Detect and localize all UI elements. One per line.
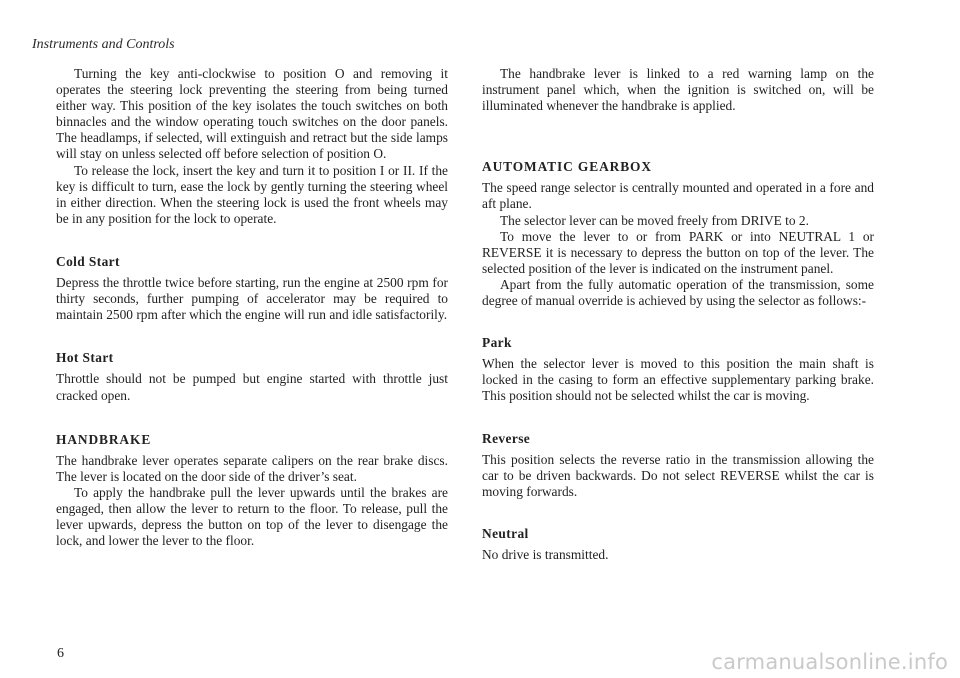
gearbox-paragraph-2: The selector lever can be moved freely from DRIVE to 2. <box>500 212 809 228</box>
park-heading: Park <box>482 335 512 351</box>
hot-start-heading: Hot Start <box>56 350 114 366</box>
left-column <box>56 66 448 549</box>
page-number: 6 <box>57 646 64 661</box>
cold-start-heading: Cold Start <box>56 253 120 269</box>
handbrake-paragraph-1: The handbrake lever operates separate calipers on the rear brake discs. The lever is located on the door side of the driver’s seat. <box>56 452 448 484</box>
handbrake-heading: HANDBRAKE <box>56 431 152 447</box>
automatic-gearbox-heading: AUTOMATIC GEARBOX <box>482 159 652 175</box>
gearbox-paragraph-4: Apart from the fully automatic operation of the transmission, some degree of manual override is achieved by using the selector as follows:- <box>482 276 874 309</box>
warning-lamp-paragraph: The handbrake lever is linked to a red warning lamp on the instrument panel which, when the ignition is switched on, will be illuminated whenever the handbrake is applied. <box>482 66 874 114</box>
handbrake-paragraph-2: To apply the handbrake pull the lever upwards until the brakes are engaged, then allow the lever to return to the floor. To release, pull the lever upwards, depress the button on top of the lever to disengage the lock, and lower the lever to the floor. <box>56 484 448 549</box>
cold-start-text: Depress the throttle twice before starting, run the engine at 2500 rpm for thirty seconds, further pumping of accelerator may be required to maintain 2500 rpm after which the engine will run and idle satisfactorily. <box>56 275 448 323</box>
neutral-heading: Neutral <box>482 525 529 541</box>
park-text: When the selector lever is moved to this position the main shaft is locked in the casing to form an effective supplementary parking brake. This position should not be selected whilst the car is moving. <box>482 356 874 404</box>
gearbox-paragraph-3: To move the lever to or from PARK or into NEUTRAL 1 or REVERSE it is necessary to depress the button on top of the lever. The selected position of the lever is indicated on the instrument panel. <box>482 228 874 276</box>
lock-release-paragraph: To release the lock, insert the key and turn it to position I or II. If the key is difficult to turn, ease the lock by gently turning the steering wheel in either direction. When the steering lock is used the front wheels may be in any position for the lock to operate. <box>56 162 448 226</box>
right-column <box>482 66 874 563</box>
gearbox-paragraph-1: The speed range selector is centrally mounted and operated in a fore and aft plane. <box>482 180 874 212</box>
watermark: carmanualsonline.info <box>711 650 948 674</box>
running-header: Instruments and Controls <box>32 37 175 52</box>
steering-lock-paragraph: Turning the key anti-clockwise to position O and removing it operates the steering lock preventing the steering from being turned either way. This position of the key isolates the touch switches on both binnacles and the window operating touch switches on the door panels. The headlamps, if selected, will extinguish and retract but the side lamps will stay on unless selected off before selection of position O. <box>56 66 448 162</box>
neutral-text: No drive is transmitted. <box>482 546 609 562</box>
hot-start-text: Throttle should not be pumped but engine started with throttle just cracked open. <box>56 371 448 403</box>
reverse-text: This position selects the reverse ratio in the transmission allowing the car to be driven backwards. Do not select REVERSE whilst the car is moving forwards. <box>482 451 874 499</box>
reverse-heading: Reverse <box>482 430 531 446</box>
